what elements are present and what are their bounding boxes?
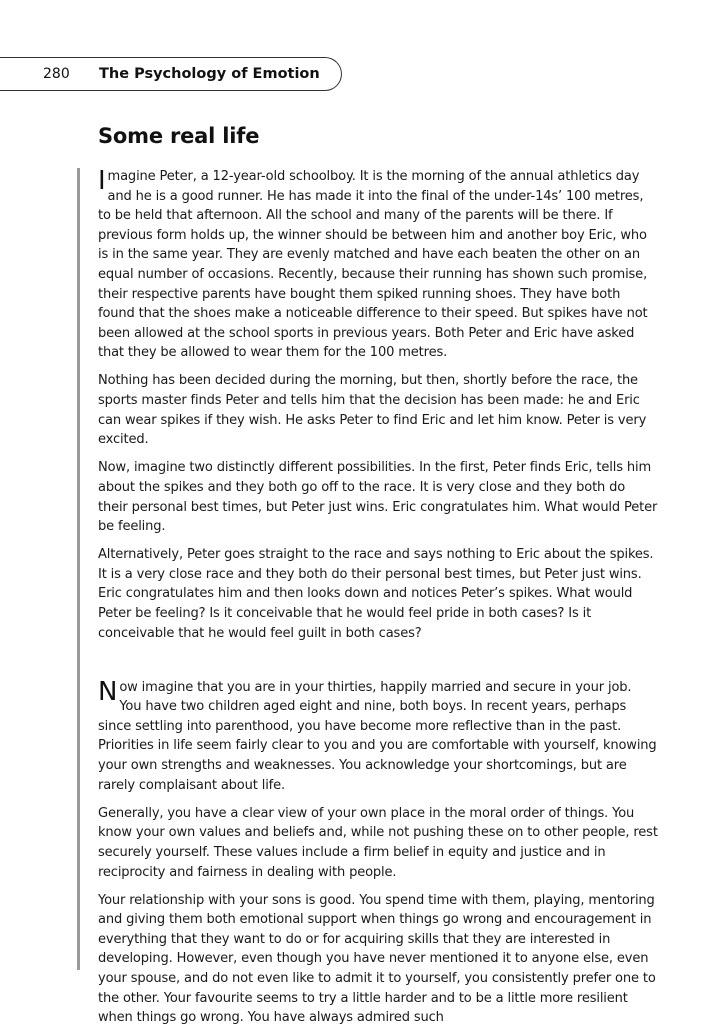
section-gap — [98, 652, 658, 678]
running-title: The Psychology of Emotion — [99, 66, 320, 82]
scenario2-paragraph-2: Generally, you have a clear view of your own place in the moral order of things. You know your own values and beliefs and, while not pushing these on to other people, rest securely yourself. These values include a firm belief in equity and justice and in reciprocity and fairness in dealing with people. — [98, 805, 658, 880]
dropcap: I — [98, 166, 106, 196]
scenario1-paragraph-1 — [98, 167, 658, 363]
scenario2-paragraph-3: Your relationship with your sons is good. You spend time with them, playing, mentoring and giving them both emotional support when things go wrong and encouragement in everything that they want to do or for acquiring skills that they are interested in developing. However, even though you have never mentioned it to anyone else, even your spouse, and do not even like to admit it to yourself, you consistently prefer one to the other. Your favourite seems to try a little harder and to be a little more resilient when things go wrong. You have always admired such — [98, 892, 656, 1026]
scenario1-paragraph-1-rest: and he is a good runner. He has made it into the final of the under-14s’ 100 metres, to be held that afternoon. All the school and many of the parents will be there. If previous form holds up, the winner should be between him and another boy Eric, who is in the same year. They are evenly matched and have each beaten the other on an equal number of occasions. Recently, because their running has shown such promise, their respective parents have bought them spiked running shoes. They have both found that the shoes make a noticeable difference to their speed. But spikes have not been allowed at the school sports in previous years. Both Peter and Eric have asked that they be allowed to wear them for the 100 metres. — [98, 188, 648, 361]
scenario2-lead-line: ow imagine that you are in your thirties, happily married and secure in your job. — [119, 679, 632, 695]
scenario1-paragraph-4: Alternatively, Peter goes straight to the race and says nothing to Eric about the spikes. It is a very close race and they both do their personal best times, but Peter just wins. Eric congratulates him and then looks down and notices Peter’s spikes. What would Peter be feeling? Is it conceivable that he would feel pride in both cases? Is it conceivable that he would feel guilt in both cases? — [98, 547, 654, 641]
scenario2-paragraph-1 — [98, 678, 658, 796]
section-heading: Some real life — [98, 124, 260, 148]
body-text — [98, 167, 658, 1036]
side-rule — [77, 168, 80, 970]
scenario2-paragraph-1-rest: You have two children aged eight and nine, both boys. In recent years, perhaps since settling into parenthood, you have become more reflective than in the past. Priorities in life seem fairly clear to you and you are comfortable with yourself, knowing your own strengths and weaknesses. You acknowledge your shortcomings, but are rarely complaisant about life. — [98, 699, 657, 793]
scenario1-paragraph-3: Now, imagine two distinctly different possibilities. In the first, Peter finds Eric, tells him about the spikes and they both go off to the race. It is very close and they both do their personal best times, but Peter just wins. Eric congratulates him. What would Peter be feeling. — [98, 460, 658, 535]
scenario1-paragraph-2: Nothing has been decided during the morning, but then, shortly before the race, the sports master finds Peter and tells him that the decision has been made: he and Eric can wear spikes if they wish. He asks Peter to find Eric and let him know. Peter is very excited. — [98, 373, 647, 448]
scenario1-lead-line: magine Peter, a 12-year-old schoolboy. It is the morning of the annual athletics day — [107, 169, 640, 184]
dropcap: N — [98, 676, 118, 707]
page-number: 280 — [43, 66, 70, 82]
